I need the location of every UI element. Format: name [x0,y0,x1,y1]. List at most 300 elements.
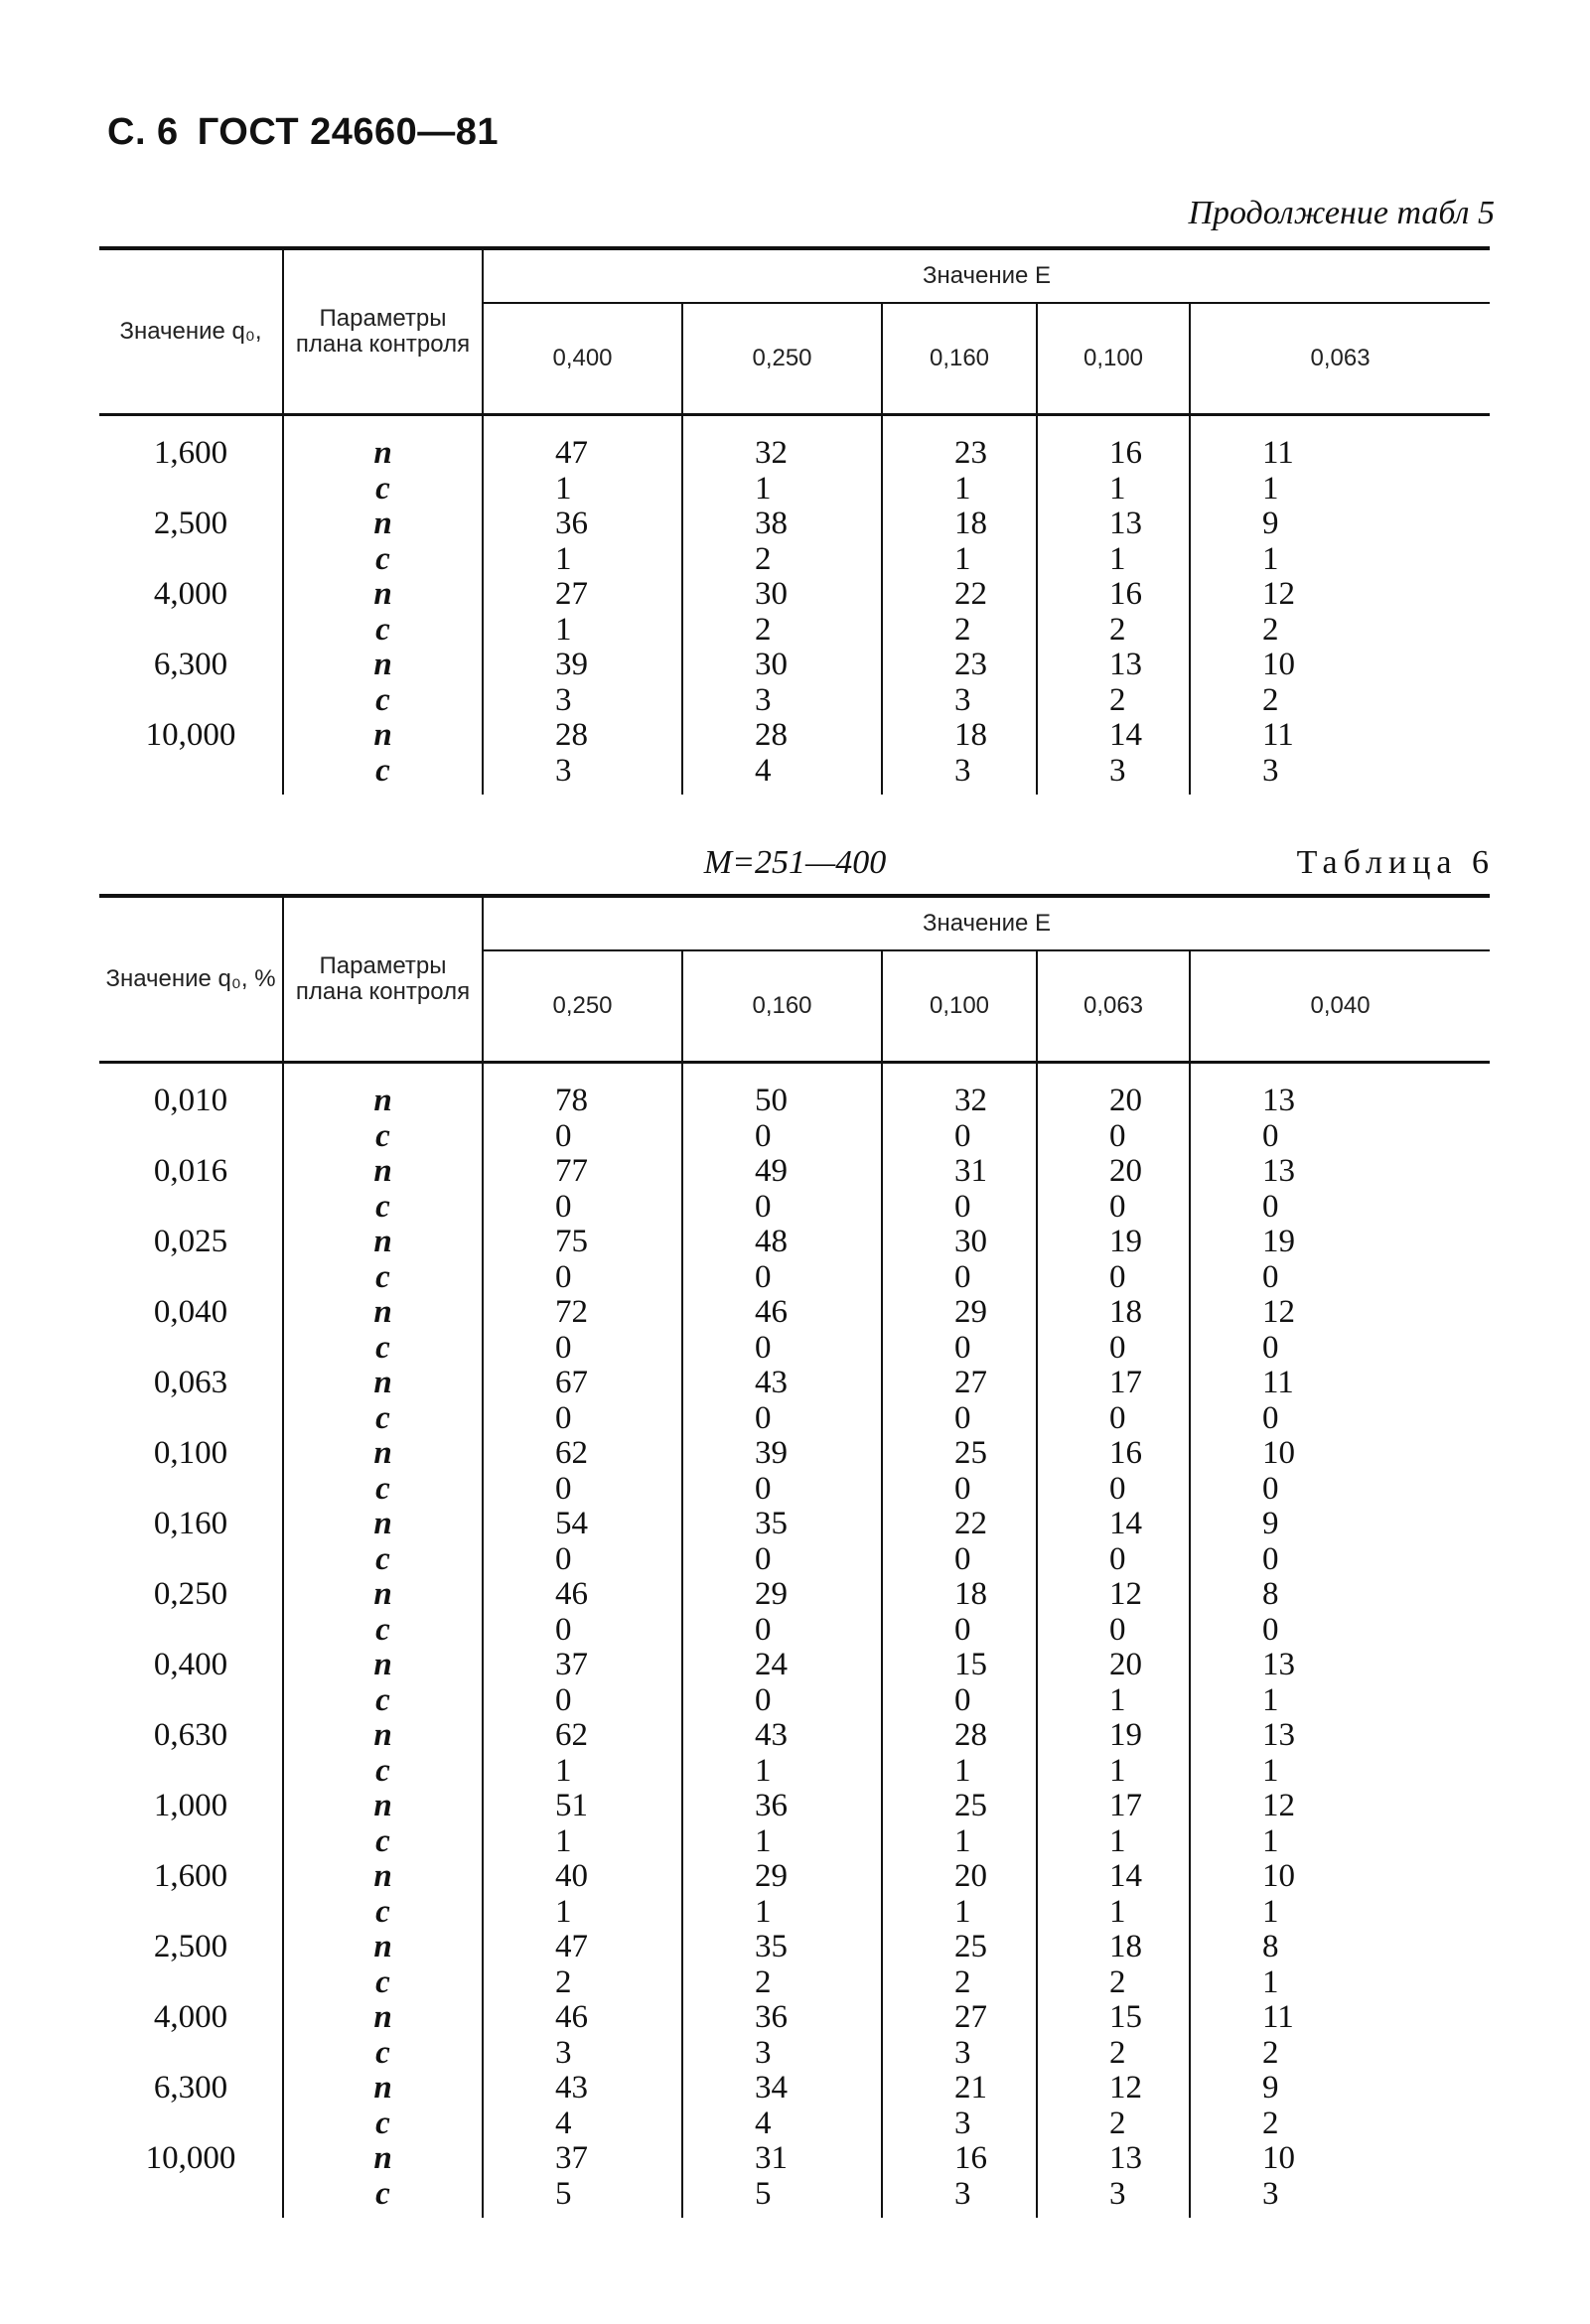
table-row [99,2036,1490,2072]
plan-value: 19 [1190,1225,1490,1260]
page-header [107,111,499,154]
plan-value: 78 [483,1063,682,1119]
plan-value: 0 [882,1613,1037,1649]
plan-value: 0 [1190,1331,1490,1367]
q0-value: 0,400 [153,1647,228,1682]
plan-value: 3 [483,754,682,796]
plan-value: 3 [882,2036,1037,2072]
plan-value: 46 [682,1295,882,1331]
q0-value: 0,160 [153,1506,228,1541]
param-symbol: c [283,2036,483,2072]
q0-value [99,1472,283,1508]
plan-value: 10 [1190,648,1490,683]
plan-value: 39 [682,1436,882,1472]
q0-value [99,1260,283,1296]
plan-value: 29 [682,1577,882,1613]
q0-value [99,1190,283,1226]
plan-value: 13 [1037,648,1190,683]
plan-value: 3 [882,2106,1037,2142]
table-row [99,2141,1490,2177]
header-params: Параметры плана контроля [283,248,483,415]
plan-value: 13 [1190,1154,1490,1190]
plan-value: 72 [483,1295,682,1331]
plan-value: 36 [682,2000,882,2036]
param-symbol: n [283,415,483,472]
table-row [99,1895,1490,1931]
q0-value: 2,500 [153,1929,228,1964]
plan-value: 1 [882,542,1037,578]
table-row [99,1577,1490,1613]
plan-value: 4 [682,2106,882,2142]
plan-value: 12 [1190,577,1490,613]
plan-value: 0 [1190,1472,1490,1508]
table5-caption: Продолжение табл 5 [1188,195,1495,231]
plan-value: 0 [682,1683,882,1719]
header-params: Параметры плана контроля [283,896,483,1063]
header-e-value: 0,400 [483,303,682,415]
plan-value: 18 [1037,1295,1190,1331]
table-row [99,1190,1490,1226]
plan-value: 3 [682,2036,882,2072]
param-symbol: c [283,1542,483,1578]
plan-value: 0 [882,1260,1037,1296]
header-e-value: 0,160 [882,303,1037,415]
plan-value: 0 [682,1472,882,1508]
param-symbol: c [283,1824,483,1860]
plan-value: 47 [483,1930,682,1965]
q0-value [99,1401,283,1437]
table6-subtitle: M=251—400 [703,844,887,881]
plan-value: 30 [882,1225,1037,1260]
plan-value: 46 [483,1577,682,1613]
document-code: ГОСТ 24660—81 [197,111,500,153]
table-row [99,2177,1490,2219]
table-row [99,1718,1490,1754]
header-e-value: 0,100 [1037,303,1190,415]
plan-value: 0 [682,1542,882,1578]
plan-value: 1 [1037,1683,1190,1719]
plan-value: 3 [1190,2177,1490,2219]
plan-value: 1 [1037,1754,1190,1790]
param-symbol: n [283,1063,483,1119]
plan-value: 0 [682,1190,882,1226]
q0-value [99,613,283,649]
plan-value: 0 [483,1683,682,1719]
table-row [99,1613,1490,1649]
plan-value: 1 [682,1895,882,1931]
q0-value: 2,500 [153,506,228,541]
table-row [99,1331,1490,1367]
table-row [99,1859,1490,1895]
plan-value: 1 [882,1895,1037,1931]
q0-value: 6,300 [153,647,228,682]
param-symbol: c [283,542,483,578]
plan-value: 0 [483,1542,682,1578]
q0-value: 10,000 [145,2140,236,2176]
q0-value: 1,600 [153,435,228,471]
q0-value [99,2106,283,2142]
plan-value: 36 [682,1789,882,1824]
plan-value: 20 [882,1859,1037,1895]
plan-value: 17 [1037,1789,1190,1824]
param-symbol: n [283,1436,483,1472]
q0-value: 4,000 [153,1999,228,2035]
plan-value: 3 [1037,2177,1190,2219]
plan-value: 0 [1190,1260,1490,1296]
plan-value: 0 [1190,1401,1490,1437]
plan-value: 0 [1037,1119,1190,1155]
param-symbol: n [283,1577,483,1613]
q0-value [99,2036,283,2072]
plan-value: 24 [682,1648,882,1683]
plan-value: 3 [1037,754,1190,796]
plan-value: 2 [682,1965,882,2001]
plan-value: 13 [1190,1718,1490,1754]
plan-value: 49 [682,1154,882,1190]
plan-value: 62 [483,1436,682,1472]
table-row [99,1295,1490,1331]
table-row [99,718,1490,754]
plan-value: 0 [682,1613,882,1649]
plan-value: 43 [682,1718,882,1754]
plan-value: 3 [483,683,682,719]
plan-value: 2 [1190,2106,1490,2142]
plan-value: 11 [1190,718,1490,754]
q0-value [99,542,283,578]
table-row [99,542,1490,578]
plan-value: 36 [483,507,682,542]
q0-value [99,1965,283,2001]
table-row [99,1260,1490,1296]
q0-value: 0,010 [153,1083,228,1118]
plan-value: 12 [1037,1577,1190,1613]
param-symbol: c [283,1119,483,1155]
q0-value: 1,600 [153,1858,228,1894]
plan-value: 48 [682,1225,882,1260]
plan-value: 2 [1037,683,1190,719]
table-row [99,415,1490,472]
table-row [99,1789,1490,1824]
header-e-value: 0,063 [1037,950,1190,1063]
header-e-value: 0,100 [882,950,1037,1063]
table-row [99,1366,1490,1401]
table6-body [99,1063,1490,2219]
plan-value: 77 [483,1154,682,1190]
plan-value: 34 [682,2071,882,2106]
q0-value: 4,000 [153,576,228,612]
plan-value: 1 [483,1895,682,1931]
table-row [99,1542,1490,1578]
plan-value: 21 [882,2071,1037,2106]
plan-value: 1 [1037,1895,1190,1931]
plan-value: 0 [882,1542,1037,1578]
q0-value: 0,016 [153,1153,228,1189]
q0-value: 0,025 [153,1224,228,1259]
plan-value: 2 [1190,2036,1490,2072]
plan-value: 28 [483,718,682,754]
plan-value: 25 [882,1930,1037,1965]
plan-value: 2 [483,1965,682,2001]
param-symbol: n [283,1648,483,1683]
q0-value [99,683,283,719]
plan-value: 15 [1037,2000,1190,2036]
plan-value: 29 [882,1295,1037,1331]
plan-value: 13 [1037,507,1190,542]
plan-value: 0 [1190,1119,1490,1155]
q0-value: 1,000 [153,1788,228,1823]
plan-value: 3 [882,754,1037,796]
plan-value: 0 [483,1472,682,1508]
plan-value: 0 [483,1401,682,1437]
q0-value [99,1754,283,1790]
plan-value: 1 [682,1754,882,1790]
param-symbol: c [283,1190,483,1226]
plan-value: 0 [1037,1472,1190,1508]
plan-value: 37 [483,2141,682,2177]
param-symbol: c [283,754,483,796]
table-row [99,2106,1490,2142]
plan-value: 1 [483,1824,682,1860]
param-symbol: c [283,1331,483,1367]
plan-value: 1 [1190,1965,1490,2001]
plan-value: 12 [1190,1295,1490,1331]
table-row [99,683,1490,719]
plan-value: 0 [1037,1260,1190,1296]
plan-value: 11 [1190,2000,1490,2036]
table-row [99,1507,1490,1542]
plan-value: 1 [1190,1754,1490,1790]
plan-value: 8 [1190,1930,1490,1965]
plan-value: 25 [882,1436,1037,1472]
table-row [99,1472,1490,1508]
plan-value: 31 [882,1154,1037,1190]
plan-value: 2 [1190,683,1490,719]
plan-value: 19 [1037,1718,1190,1754]
table-row [99,1119,1490,1155]
plan-value: 0 [1190,1190,1490,1226]
table-row [99,1436,1490,1472]
plan-value: 51 [483,1789,682,1824]
plan-value: 0 [483,1613,682,1649]
plan-value: 10 [1190,2141,1490,2177]
plan-value: 2 [1037,2106,1190,2142]
param-symbol: n [283,2141,483,2177]
plan-value: 13 [1190,1648,1490,1683]
table-row [99,1154,1490,1190]
plan-value: 4 [682,754,882,796]
q0-value [99,1895,283,1931]
table-row [99,1754,1490,1790]
plan-value: 1 [483,542,682,578]
plan-value: 0 [1037,1542,1190,1578]
q0-value: 0,063 [153,1365,228,1400]
plan-value: 2 [682,613,882,649]
plan-value: 3 [483,2036,682,2072]
plan-value: 10 [1190,1859,1490,1895]
plan-value: 0 [682,1119,882,1155]
header-e: Значение E [483,896,1490,950]
plan-value: 1 [882,1824,1037,1860]
plan-value: 15 [882,1648,1037,1683]
plan-value: 23 [882,648,1037,683]
plan-value: 1 [1037,1824,1190,1860]
param-symbol: n [283,1789,483,1824]
param-symbol: c [283,1472,483,1508]
q0-value: 0,100 [153,1435,228,1471]
table-row [99,1401,1490,1437]
param-symbol: n [283,2071,483,2106]
param-symbol: n [283,1930,483,1965]
q0-value [99,1824,283,1860]
plan-value: 0 [682,1401,882,1437]
plan-value: 18 [1037,1930,1190,1965]
header-q0: Значение q₀, % [99,896,283,1063]
table-row [99,1683,1490,1719]
plan-value: 2 [1037,2036,1190,2072]
plan-value: 10 [1190,1436,1490,1472]
plan-value: 20 [1037,1063,1190,1119]
table-row [99,577,1490,613]
table-row [99,1824,1490,1860]
plan-value: 1 [1190,1824,1490,1860]
plan-value: 23 [882,415,1037,472]
plan-value: 14 [1037,1507,1190,1542]
plan-value: 9 [1190,2071,1490,2106]
plan-value: 43 [483,2071,682,2106]
plan-value: 27 [882,2000,1037,2036]
plan-value: 0 [682,1331,882,1367]
plan-value: 27 [882,1366,1037,1401]
header-e-value: 0,040 [1190,950,1490,1063]
table-row [99,472,1490,508]
plan-value: 1 [1037,542,1190,578]
plan-value: 29 [682,1859,882,1895]
header-e: Значение E [483,248,1490,303]
plan-value: 67 [483,1366,682,1401]
param-symbol: n [283,2000,483,2036]
plan-value: 18 [882,718,1037,754]
plan-value: 0 [483,1119,682,1155]
plan-value: 1 [1037,472,1190,508]
plan-value: 5 [682,2177,882,2219]
page-number: С. 6 [107,111,179,153]
plan-value: 2 [1190,613,1490,649]
plan-value: 32 [682,415,882,472]
q0-value [99,1331,283,1367]
plan-value: 3 [882,2177,1037,2219]
plan-value: 28 [682,718,882,754]
plan-value: 14 [1037,1859,1190,1895]
param-symbol: c [283,2106,483,2142]
plan-value: 1 [1190,1895,1490,1931]
plan-value: 0 [882,1119,1037,1155]
q0-value: 0,250 [153,1576,228,1612]
q0-value [99,1683,283,1719]
plan-value: 4 [483,2106,682,2142]
plan-value: 1 [483,1754,682,1790]
plan-value: 1 [882,1754,1037,1790]
plan-value: 2 [882,613,1037,649]
plan-value: 16 [882,2141,1037,2177]
plan-value: 22 [882,1507,1037,1542]
param-symbol: c [283,1965,483,2001]
plan-value: 19 [1037,1225,1190,1260]
plan-value: 27 [483,577,682,613]
param-symbol: c [283,1895,483,1931]
plan-value: 18 [882,1577,1037,1613]
param-symbol: c [283,1613,483,1649]
plan-value: 14 [1037,718,1190,754]
plan-value: 0 [483,1260,682,1296]
q0-value [99,754,283,796]
plan-value: 13 [1190,1063,1490,1119]
plan-value: 38 [682,507,882,542]
q0-value: 0,630 [153,1717,228,1753]
table-row [99,1930,1490,1965]
plan-value: 1 [483,613,682,649]
param-symbol: n [283,577,483,613]
plan-value: 25 [882,1789,1037,1824]
table-row [99,754,1490,796]
plan-value: 12 [1037,2071,1190,2106]
table-row [99,1965,1490,2001]
q0-value [99,1613,283,1649]
plan-value: 0 [882,1683,1037,1719]
plan-value: 12 [1190,1789,1490,1824]
plan-value: 30 [682,648,882,683]
table-row [99,1063,1490,1119]
q0-value: 6,300 [153,2070,228,2106]
plan-value: 0 [1190,1542,1490,1578]
q0-value [99,1542,283,1578]
plan-value: 0 [1037,1190,1190,1226]
plan-value: 1 [682,472,882,508]
plan-value: 46 [483,2000,682,2036]
plan-value: 13 [1037,2141,1190,2177]
table-row [99,1648,1490,1683]
plan-value: 31 [682,2141,882,2177]
plan-value: 0 [882,1331,1037,1367]
plan-value: 32 [882,1063,1037,1119]
table-row [99,1225,1490,1260]
q0-value: 10,000 [145,717,236,753]
plan-value: 17 [1037,1366,1190,1401]
plan-value: 43 [682,1366,882,1401]
plan-value: 16 [1037,577,1190,613]
plan-value: 0 [882,1401,1037,1437]
header-q0: Значение q₀, [99,248,283,415]
table-row [99,507,1490,542]
table-row [99,648,1490,683]
plan-value: 2 [882,1965,1037,2001]
param-symbol: c [283,683,483,719]
param-symbol: n [283,1295,483,1331]
header-e-value: 0,250 [483,950,682,1063]
param-symbol: n [283,1859,483,1895]
plan-value: 8 [1190,1577,1490,1613]
header-e-value: 0,250 [682,303,882,415]
plan-value: 50 [682,1063,882,1119]
table-row [99,2071,1490,2106]
param-symbol: n [283,1718,483,1754]
plan-value: 11 [1190,415,1490,472]
plan-value: 0 [882,1190,1037,1226]
plan-value: 75 [483,1225,682,1260]
param-symbol: n [283,718,483,754]
plan-value: 22 [882,577,1037,613]
table-row [99,613,1490,649]
plan-value: 35 [682,1507,882,1542]
